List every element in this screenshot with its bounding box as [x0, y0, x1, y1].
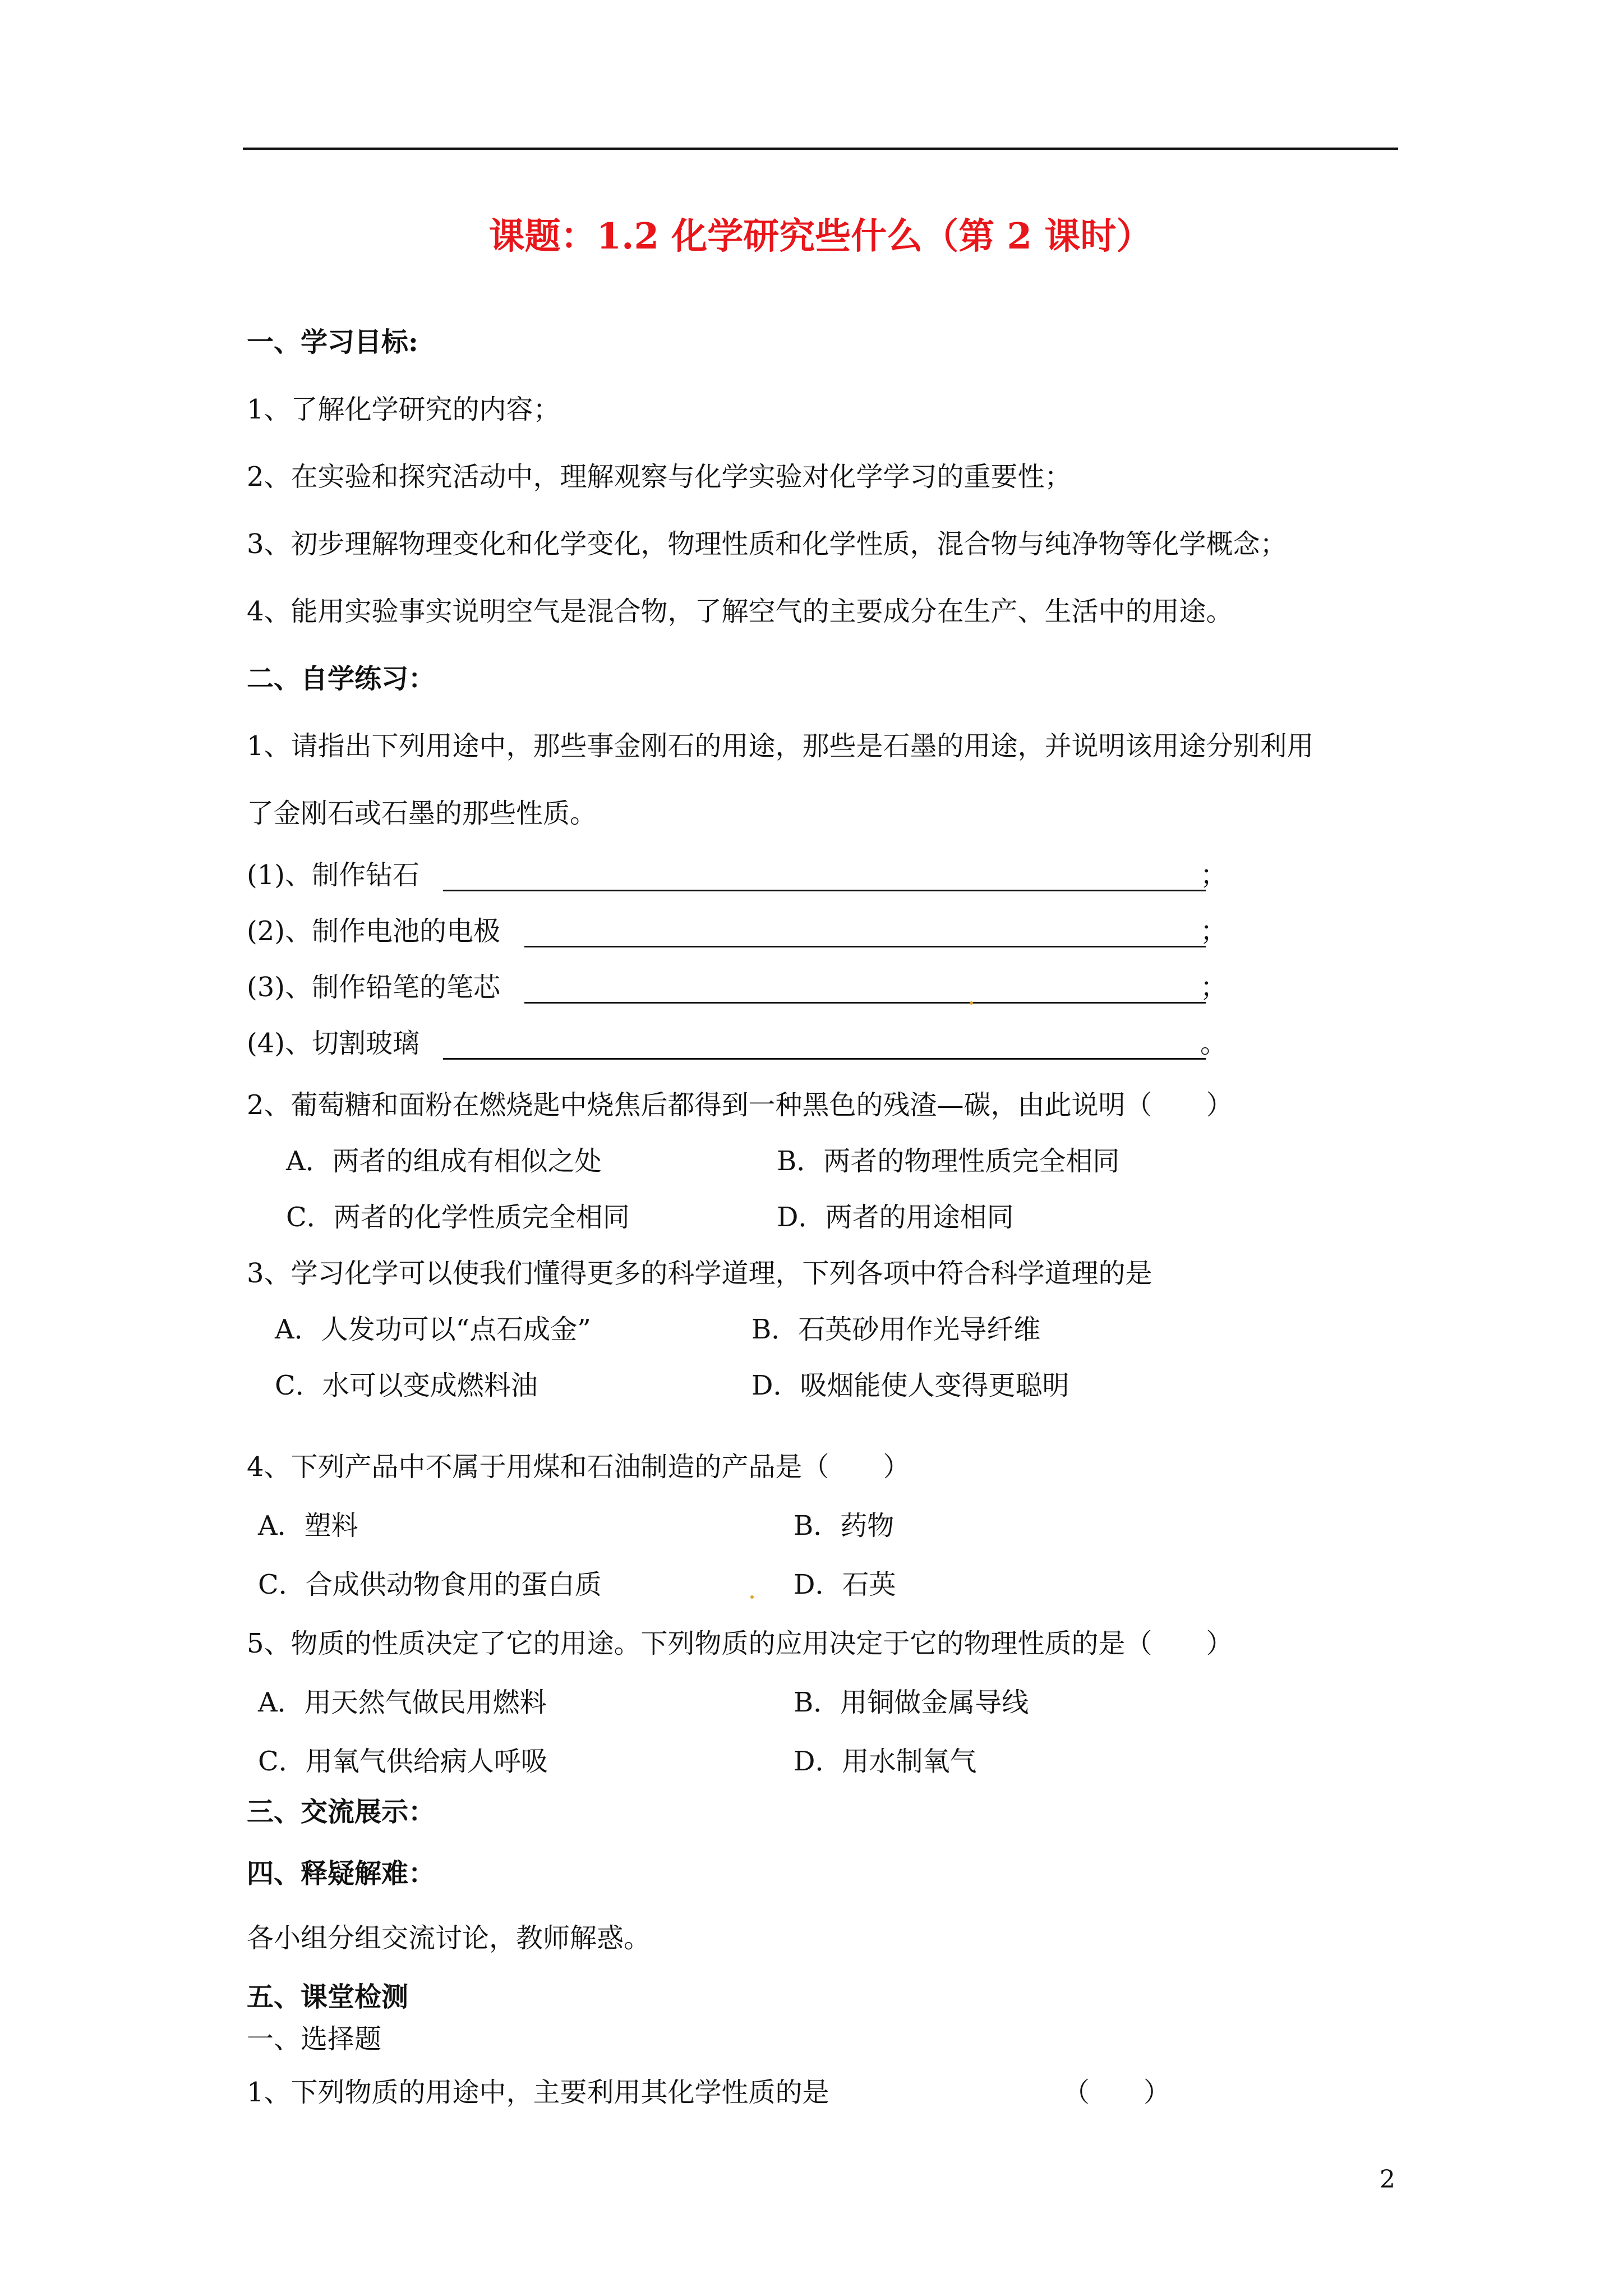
option-c[interactable]: C．两者的化学性质完全相同: [286, 1202, 630, 1233]
fill-blank-label: (2)、制作电池的电极: [247, 915, 500, 947]
fill-blank-end: ；: [1200, 915, 1228, 947]
option-c[interactable]: C．合成供动物食用的蛋白质: [258, 1569, 602, 1600]
discussion-text: 各小组分组交流讨论，教师解惑。: [247, 1922, 651, 1954]
fill-blank-label: (4)、切割玻璃: [247, 1028, 419, 1059]
goal-item: 4、能用实验事实说明空气是混合物，了解空气的主要成分在生产、生活中的用途。: [247, 596, 1233, 627]
goal-item: 2、在实验和探究活动中，理解观察与化学实验对化学学习的重要性；: [247, 461, 1072, 493]
option-b[interactable]: B．两者的物理性质完全相同: [777, 1145, 1120, 1177]
option-d[interactable]: D．两者的用途相同: [777, 1202, 1014, 1233]
question-5-stem: 5、物质的性质决定了它的用途。下列物质的应用决定于它的物理性质的是（ ）: [247, 1628, 1233, 1659]
quiz-subheading: 一、选择题: [247, 2023, 382, 2055]
fill-blank-label: (3)、制作铅笔的笔芯: [247, 972, 500, 1003]
section-heading-exchange: 三、交流展示：: [247, 1796, 436, 1828]
fill-blank-end: 。: [1200, 1028, 1228, 1059]
answer-blank[interactable]: [443, 890, 1206, 891]
answer-blank[interactable]: [524, 1002, 1206, 1004]
page-number: 2: [1380, 2165, 1395, 2194]
question-4-stem: 4、下列产品中不属于用煤和石油制造的产品是（ ）: [247, 1451, 910, 1483]
answer-blank[interactable]: [443, 1058, 1206, 1060]
section-heading-practice: 二、自学练习：: [247, 663, 436, 694]
option-a[interactable]: A．塑料: [258, 1510, 358, 1542]
option-b[interactable]: B．用铜做金属导线: [794, 1687, 1029, 1718]
section-heading-goals: 一、学习目标:: [247, 326, 418, 358]
goal-item: 1、了解化学研究的内容；: [247, 394, 560, 425]
question-2-stem: 2、葡萄糖和面粉在燃烧匙中烧焦后都得到一种黑色的残渣—碳，由此说明（ ）: [247, 1089, 1233, 1121]
fill-blank-label: (1)、制作钻石: [247, 859, 419, 891]
goal-item: 3、初步理解物理变化和化学变化，物理性质和化学性质，混合物与纯净物等化学概念；: [247, 528, 1287, 560]
option-a[interactable]: A．两者的组成有相似之处: [286, 1145, 602, 1177]
section-heading-quiz: 五、课堂检测: [247, 1981, 409, 2013]
section-heading-qa: 四、释疑解难：: [247, 1858, 436, 1889]
fill-blank-end: ；: [1200, 972, 1228, 1003]
fill-blank-end: ；: [1200, 859, 1228, 891]
option-a[interactable]: A．人发功可以“点石成金”: [275, 1314, 591, 1345]
page-title: 课题：1.2 化学研究些什么（第 2 课时）: [488, 215, 1152, 257]
question-1-stem-cont: 了金刚石或石墨的那些性质。: [247, 798, 597, 829]
option-c[interactable]: C．水可以变成燃料油: [275, 1370, 538, 1401]
question-3-stem: 3、学习化学可以使我们懂得更多的科学道理，下列各项中符合科学道理的是: [247, 1258, 1152, 1289]
option-d[interactable]: D．石英: [794, 1569, 896, 1600]
option-c[interactable]: C．用氧气供给病人呼吸: [258, 1746, 548, 1777]
answer-blank[interactable]: [524, 946, 1206, 947]
option-b[interactable]: B．药物: [794, 1510, 895, 1542]
option-b[interactable]: B．石英砂用作光导纤维: [751, 1314, 1041, 1345]
header-rule: [243, 148, 1398, 150]
stray-mark: [970, 1001, 973, 1005]
option-d[interactable]: D．用水制氧气: [794, 1746, 977, 1777]
option-a[interactable]: A．用天然气做民用燃料: [258, 1687, 547, 1718]
quiz-question-1: 1、下列物质的用途中，主要利用其化学性质的是: [247, 2077, 829, 2108]
stray-mark: [750, 1595, 754, 1599]
question-1-stem: 1、请指出下列用途中，那些事金刚石的用途，那些是石墨的用途，并说明该用途分别利用: [247, 730, 1314, 762]
option-d[interactable]: D．吸烟能使人变得更聪明: [751, 1370, 1069, 1401]
answer-paren[interactable]: （ ）: [1063, 2077, 1171, 2108]
